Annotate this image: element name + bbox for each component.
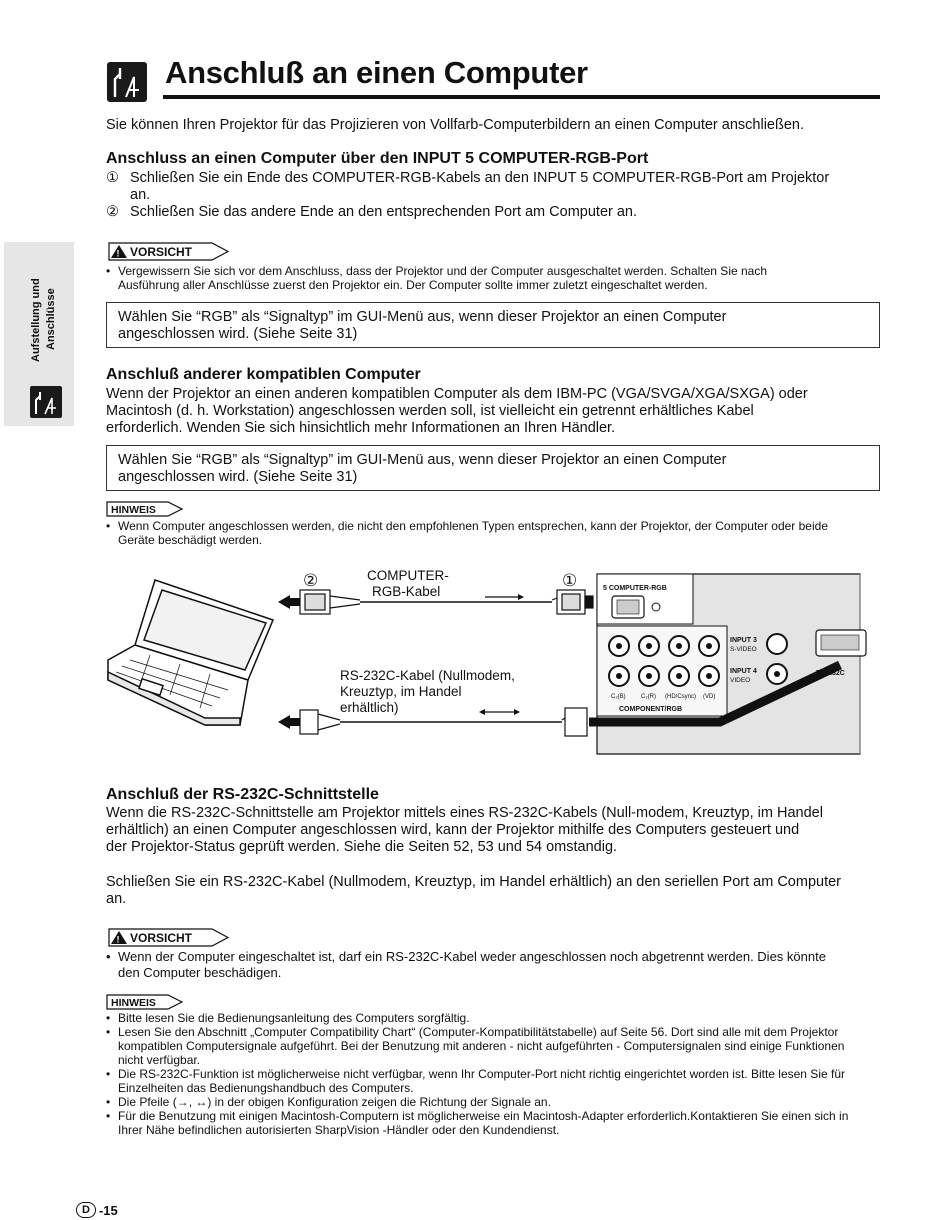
arrow-left-icon xyxy=(278,715,290,729)
note-tag xyxy=(106,994,184,1010)
svg-text:(HD/Csync): (HD/Csync) xyxy=(665,694,696,700)
svg-text:5 COMPUTER-RGB: 5 COMPUTER-RGB xyxy=(603,585,667,592)
connection-icon xyxy=(107,62,147,102)
svg-text:HINWEIS: HINWEIS xyxy=(111,997,156,1009)
svg-text:Kreuztyp, im Handel: Kreuztyp, im Handel xyxy=(340,684,462,699)
language-badge: D xyxy=(76,1202,96,1218)
svg-text:!: ! xyxy=(116,248,120,259)
svg-text:RS-232C-Kabel (Nullmodem,: RS-232C-Kabel (Nullmodem, xyxy=(340,668,515,683)
svg-text:C₂(B): C₂(B) xyxy=(611,694,626,700)
step-text: Schließen Sie ein Ende des COMPUTER-RGB-Kabels an den INPUT 5 COMPUTER-RGB-Port am Projektor xyxy=(130,170,830,186)
svg-text:!: ! xyxy=(116,934,120,945)
info-box xyxy=(106,302,880,348)
info-box xyxy=(106,445,880,491)
side-tab-label xyxy=(22,250,68,368)
svg-text:Anschlüsse: Anschlüsse xyxy=(45,288,57,350)
double-arrow-icon xyxy=(514,709,520,715)
svg-text:INPUT 4: INPUT 4 xyxy=(730,668,757,675)
section2-heading: Anschluß anderer kompatiblen Computer xyxy=(106,366,421,383)
note-item: • Bitte lesen Sie die Bedienungsanleitung des Computers sorgfältig. xyxy=(106,1011,470,1025)
caution-item: • Vergewissern Sie sich vor dem Anschluss, dass der Projektor und der Computer ausgeschaltet werden. Schalten Sie nach Ausführung aller Anschlüsse zuerst den Projektor ein. Der Computer sollte immer zuletzt eingeschaltet werden. xyxy=(106,264,768,292)
caution-tag xyxy=(108,928,230,947)
step-number: ① xyxy=(106,170,119,186)
serial-connector xyxy=(300,710,340,734)
svg-text:S-VIDEO: S-VIDEO xyxy=(730,646,757,653)
svg-text:HINWEIS: HINWEIS xyxy=(111,504,156,516)
note-item: • Lesen Sie den Abschnitt „Computer Compatibility Chart“ (Computer-Kompatibilitätstabelle) auf Seite 56. Dort sind alle mit dem Projektor kompatiblen Computersignale aufgeführt. Bei der Benutzung mit anderen - nicht aufgeführten - Computersignalen sind einige Funktionen nicht verfügbar. xyxy=(106,1025,845,1067)
svg-text:C₂(R): C₂(R) xyxy=(641,694,656,700)
page-title: Anschluß an einen Computer xyxy=(165,55,588,90)
svg-text:(VD): (VD) xyxy=(703,694,716,700)
svg-text:②: ② xyxy=(303,571,319,590)
svg-text:RGB-Kabel: RGB-Kabel xyxy=(372,584,441,599)
svg-text:VIDEO: VIDEO xyxy=(730,677,751,684)
vga-connector xyxy=(552,590,593,614)
page-number-text: -15 xyxy=(98,1202,118,1218)
svg-text:RS-232C: RS-232C xyxy=(816,670,845,677)
svg-text:COMPONENT/RGB: COMPONENT/RGB xyxy=(619,706,682,713)
info-box-text: Wählen Sie “RGB” als “Signaltyp” im GUI-Menü aus, wenn dieser Projektor an einen Computer xyxy=(118,309,727,325)
step-number: ② xyxy=(106,204,119,220)
vga-connector xyxy=(300,590,360,614)
projector-panel xyxy=(589,574,866,754)
caution-text: Vergewissern Sie sich vor dem Anschluss, dass der Projektor und der Computer ausgeschaltet werden. Schalten Sie nach xyxy=(118,264,768,278)
section3-text2: Schließen Sie ein RS-232C-Kabel (Nullmodem, Kreuztyp, im Handel erhältlich) an den seriellen Port am Computer an. xyxy=(106,874,841,907)
laptop-illustration xyxy=(108,580,273,725)
info-box-text: angeschlossen wird. (Siehe Seite 31) xyxy=(118,469,358,485)
section3-text: Wenn die RS-232C-Schnittstelle am Projektor mittels eines RS-232C-Kabels (Null-modem, Kreuztyp, im Handel erhältlich) an einen Computer angeschlossen wird, kann der Projektor mithilfe des Computers gesteuert und der Projektor-Status geprüft werden. Siehe die Seiten 52, 53 und 54 omstandig. xyxy=(106,805,823,855)
notes-list xyxy=(106,1011,886,1137)
step-1 xyxy=(106,170,886,204)
info-box-text: Wählen Sie “RGB” als “Signaltyp” im GUI-Menü aus, wenn dieser Projektor an einen Computer xyxy=(118,452,727,468)
section3-heading: Anschluß der RS-232C-Schnittstelle xyxy=(106,786,379,803)
svg-text:Aufstellung und: Aufstellung und xyxy=(30,278,42,362)
svg-text:①: ① xyxy=(562,571,578,590)
step-text: an. xyxy=(130,187,151,203)
caution-tag xyxy=(108,242,230,261)
note-item: • Für die Benutzung mit einigen Macintosh-Computern ist möglicherweise ein Macintosh-Adapter erforderlich.Kontaktieren Sie einen sich in Ihrer Nähe befindlichen autorisierten SharpVision -Händler oder den Kundendienst. xyxy=(106,1109,849,1137)
caution-item: • Wenn der Computer eingeschaltet ist, darf ein RS-232C-Kabel weder angeschlossen noch abgetrennt werden. Dies könnte den Computer beschädigen. xyxy=(106,949,826,980)
svg-text:INPUT 3: INPUT 3 xyxy=(730,637,757,644)
section2-text: Wenn der Projektor an einen anderen kompatiblen Computer als dem IBM-PC (VGA/SVGA/XGA/SXGA) oder Macintosh (d. h. Workstation) angeschlossen werden soll, ist vielleicht ein getrennt erhältliches Kabel erforderlich. Wenden Sie sich hinsichtlich mehr Informationen an Ihren Händler. xyxy=(106,386,808,436)
svg-text:VORSICHT: VORSICHT xyxy=(130,245,193,259)
serial-connector xyxy=(562,708,587,736)
info-box-text: angeschlossen wird. (Siehe Seite 31) xyxy=(118,326,358,342)
step-text: Schließen Sie das andere Ende an den entsprechenden Port am Computer an. xyxy=(130,204,638,220)
connection-icon xyxy=(30,386,62,418)
svg-text:erhältlich): erhältlich) xyxy=(340,700,399,715)
note-item: • Die RS-232C-Funktion ist möglicherweise nicht verfügbar, wenn Ihr Computer-Port nicht richtig eingerichtet worden ist. Bitte lesen Sie für Einzelheiten das Bedienungshandbuch des Computers. xyxy=(106,1067,845,1095)
caution-text: Ausführung aller Anschlüsse zuerst den Projektor ein. Der Computer sollte immer zuletzt eingeschaltet werden. xyxy=(118,278,708,292)
svg-text:VORSICHT: VORSICHT xyxy=(130,931,193,945)
note-tag xyxy=(106,501,184,517)
page-number xyxy=(76,1202,118,1218)
note-item: • Wenn Computer angeschlossen werden, die nicht den empfohlenen Typen entsprechen, kann der Projektor, der Computer oder beide Geräte beschädigt werden. xyxy=(106,519,828,547)
svg-text:COMPUTER-: COMPUTER- xyxy=(367,568,449,583)
title-rule xyxy=(163,95,880,99)
step-2 xyxy=(106,204,886,221)
arrow-right-icon xyxy=(518,594,524,600)
arrow-left-icon xyxy=(278,595,290,609)
section1-heading: Anschluss an einen Computer über den INPUT 5 COMPUTER-RGB-Port xyxy=(106,150,649,167)
note-item: • Die Pfeile (→, ↔) in der obigen Konfiguration zeigen die Richtung der Signale an. xyxy=(106,1095,551,1109)
connection-diagram xyxy=(100,560,880,782)
intro-text: Sie können Ihren Projektor für das Projizieren von Vollfarb-Computerbildern an einen Computer anschließen. xyxy=(106,117,804,133)
